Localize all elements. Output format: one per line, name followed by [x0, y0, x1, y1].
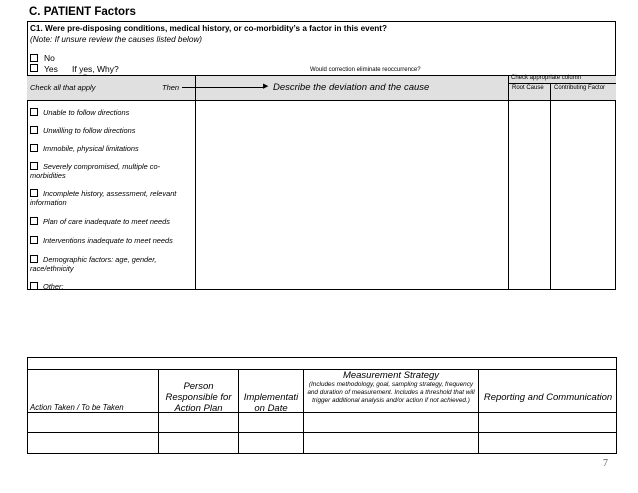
section-title: C. PATIENT Factors — [29, 6, 136, 18]
person-responsible-header: Person Responsible for Action Plan — [165, 381, 232, 414]
yes-checkbox[interactable] — [30, 64, 38, 72]
cause-label: Demographic factors: age, gender, race/ethnicity — [30, 255, 157, 273]
question-c1: C1. Were pre-disposing conditions, medical history, or co-morbidity’s a factor in this event? — [30, 24, 387, 33]
question-note: (Note: If unsure review the causes listed below) — [30, 35, 203, 44]
measurement-strategy-note: (Includes methodology, goal, sampling strategy, frequency and duration of measurement. Includes a threshold that will trigger additional analysis and/or action if not achieved.) — [307, 381, 475, 404]
cause-label: Incomplete history, assessment, relevant information — [30, 189, 177, 207]
check-column-label: Check appropriate column — [511, 75, 582, 81]
reporting-communication-header: Reporting and Communication — [483, 392, 613, 403]
cause-checkbox[interactable] — [30, 126, 38, 134]
cause-label: Unable to follow directions — [43, 108, 130, 117]
check-all-label: Check all that apply — [30, 83, 96, 92]
no-checkbox[interactable] — [30, 54, 38, 62]
measurement-strategy-header: Measurement Strategy — [342, 370, 440, 381]
column-divider — [550, 83, 551, 290]
cause-label: Other: — [43, 282, 64, 291]
right-arrow-icon: ▶ — [263, 83, 269, 90]
cause-checkbox[interactable] — [30, 144, 38, 152]
describe-label: Describe the deviation and the cause — [273, 82, 430, 93]
cause-label: Interventions inadequate to meet needs — [43, 236, 173, 245]
cause-checkbox[interactable] — [30, 217, 38, 225]
cause-label: Plan of care inadequate to meet needs — [43, 217, 170, 226]
column-divider — [508, 75, 509, 290]
cause-label: Unwilling to follow directions — [43, 126, 136, 135]
action-taken-header: Action Taken / To be Taken — [30, 403, 124, 412]
no-label: No — [44, 53, 55, 63]
implementation-date-header: Implementati on Date — [243, 392, 299, 414]
column-divider — [158, 369, 159, 454]
root-cause-label: Root Cause — [512, 85, 544, 91]
page-number: 7 — [603, 458, 608, 469]
cause-checkbox[interactable] — [30, 108, 38, 116]
action-cell[interactable] — [28, 433, 158, 453]
contributing-factor-label: Contributing Factor — [554, 85, 606, 91]
correction-question: Would correction eliminate reoccurrence? — [310, 67, 421, 73]
cause-label: Immobile, physical limitations — [43, 144, 139, 153]
if-yes-label: If yes, Why? — [72, 64, 119, 74]
yes-label: Yes — [44, 64, 58, 74]
action-cell[interactable] — [28, 413, 158, 432]
column-divider — [478, 369, 479, 454]
header-divider — [508, 83, 616, 84]
patient-factors-form — [27, 21, 616, 290]
column-divider — [238, 369, 239, 454]
column-divider — [303, 369, 304, 454]
then-label: Then — [162, 83, 180, 92]
cause-checkbox[interactable] — [30, 236, 38, 244]
column-divider — [195, 75, 196, 290]
cause-checkbox[interactable] — [30, 282, 38, 290]
cause-label: Severely compromised, multiple co-morbidities — [30, 162, 161, 180]
